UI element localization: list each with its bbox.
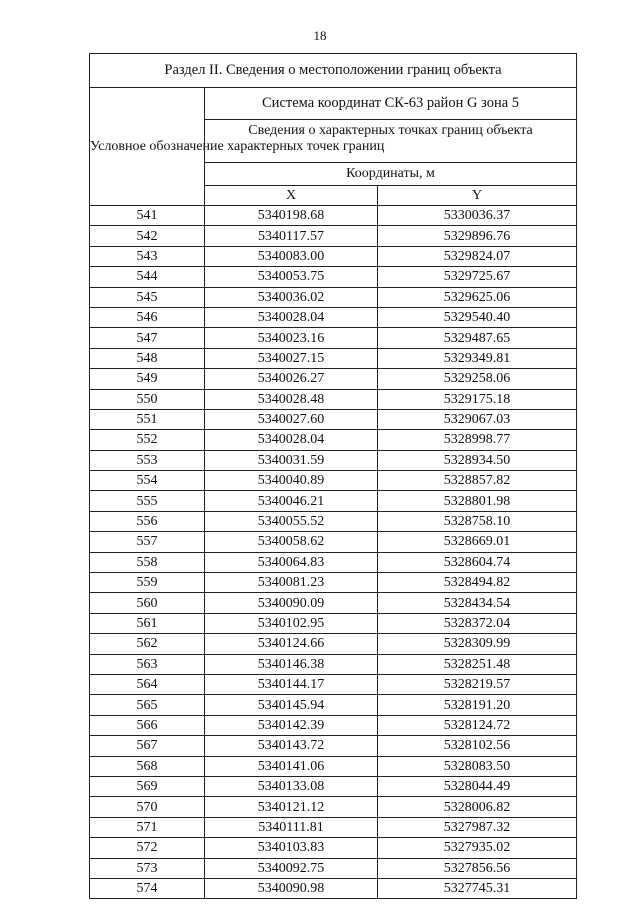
y-coordinate-cell: 5329824.07 xyxy=(378,246,577,266)
x-coordinate-cell: 5340028.48 xyxy=(205,389,378,409)
coord-system-header: Система координат СК-63 район G зона 5 xyxy=(205,88,577,120)
point-number-cell: 566 xyxy=(90,715,205,735)
y-coordinate-cell: 5329487.65 xyxy=(378,328,577,348)
y-coordinate-cell: 5328124.72 xyxy=(378,715,577,735)
table-row xyxy=(90,634,577,654)
point-number-cell: 552 xyxy=(90,430,205,450)
y-coordinate-cell: 5328309.99 xyxy=(378,634,577,654)
y-coordinate-cell: 5328604.74 xyxy=(378,552,577,572)
point-number-cell: 568 xyxy=(90,756,205,776)
point-number-cell: 571 xyxy=(90,817,205,837)
y-coordinate-cell: 5328372.04 xyxy=(378,613,577,633)
x-coordinate-cell: 5340083.00 xyxy=(205,246,378,266)
point-label-header: Условное обозначение характерных точек границ xyxy=(90,88,205,206)
table-row xyxy=(90,511,577,531)
table-row xyxy=(90,491,577,511)
y-coordinate-cell: 5328044.49 xyxy=(378,776,577,796)
table-row xyxy=(90,328,577,348)
point-number-cell: 545 xyxy=(90,287,205,307)
point-number-cell: 563 xyxy=(90,654,205,674)
y-coordinate-cell: 5328434.54 xyxy=(378,593,577,613)
x-coordinate-cell: 5340124.66 xyxy=(205,634,378,654)
y-coordinate-cell: 5328219.57 xyxy=(378,674,577,694)
coords-header: Координаты, м xyxy=(205,163,577,186)
y-column-header: Y xyxy=(378,186,577,206)
y-coordinate-cell: 5328857.82 xyxy=(378,471,577,491)
x-coordinate-cell: 5340103.83 xyxy=(205,838,378,858)
table-row xyxy=(90,267,577,287)
x-coordinate-cell: 5340092.75 xyxy=(205,858,378,878)
x-coordinate-cell: 5340090.09 xyxy=(205,593,378,613)
table-row xyxy=(90,532,577,552)
x-coordinate-cell: 5340053.75 xyxy=(205,267,378,287)
x-coordinate-cell: 5340111.81 xyxy=(205,817,378,837)
point-number-cell: 547 xyxy=(90,328,205,348)
point-number-cell: 556 xyxy=(90,511,205,531)
y-coordinate-cell: 5328998.77 xyxy=(378,430,577,450)
table-row xyxy=(90,348,577,368)
y-coordinate-cell: 5328083.50 xyxy=(378,756,577,776)
x-coordinate-cell: 5340146.38 xyxy=(205,654,378,674)
x-coordinate-cell: 5340081.23 xyxy=(205,573,378,593)
point-number-cell: 555 xyxy=(90,491,205,511)
x-coordinate-cell: 5340027.15 xyxy=(205,348,378,368)
point-number-cell: 557 xyxy=(90,532,205,552)
table-row xyxy=(90,226,577,246)
y-coordinate-cell: 5328801.98 xyxy=(378,491,577,511)
table-row xyxy=(90,471,577,491)
table-row xyxy=(90,613,577,633)
y-coordinate-cell: 5329725.67 xyxy=(378,267,577,287)
point-number-cell: 543 xyxy=(90,246,205,266)
point-number-cell: 541 xyxy=(90,206,205,226)
x-coordinate-cell: 5340040.89 xyxy=(205,471,378,491)
point-number-cell: 570 xyxy=(90,797,205,817)
y-coordinate-cell: 5329175.18 xyxy=(378,389,577,409)
point-number-cell: 544 xyxy=(90,267,205,287)
points-info-header: Сведения о характерных точках границ объекта xyxy=(205,120,577,163)
x-coordinate-cell: 5340145.94 xyxy=(205,695,378,715)
x-coordinate-cell: 5340064.83 xyxy=(205,552,378,572)
point-number-cell: 549 xyxy=(90,369,205,389)
x-coordinate-cell: 5340102.95 xyxy=(205,613,378,633)
table-row xyxy=(90,409,577,429)
table-row xyxy=(90,389,577,409)
x-coordinate-cell: 5340143.72 xyxy=(205,736,378,756)
table-row xyxy=(90,776,577,796)
point-number-cell: 559 xyxy=(90,573,205,593)
table-row xyxy=(90,206,577,226)
x-coordinate-cell: 5340198.68 xyxy=(205,206,378,226)
table-row xyxy=(90,756,577,776)
table-row xyxy=(90,552,577,572)
table-row xyxy=(90,246,577,266)
y-coordinate-cell: 5329067.03 xyxy=(378,409,577,429)
section-title: Раздел II. Сведения о местоположении границ объекта xyxy=(90,54,577,88)
point-number-cell: 564 xyxy=(90,674,205,694)
table-row xyxy=(90,674,577,694)
x-coordinate-cell: 5340028.04 xyxy=(205,307,378,327)
y-coordinate-cell: 5328006.82 xyxy=(378,797,577,817)
table-row xyxy=(90,654,577,674)
x-coordinate-cell: 5340036.02 xyxy=(205,287,378,307)
table-row xyxy=(90,695,577,715)
table-row xyxy=(90,858,577,878)
page-number: 18 xyxy=(313,28,327,43)
table-row xyxy=(90,369,577,389)
point-number-cell: 560 xyxy=(90,593,205,613)
table-row xyxy=(90,838,577,858)
boundary-points-table xyxy=(89,53,577,899)
y-coordinate-cell: 5329625.06 xyxy=(378,287,577,307)
point-number-cell: 574 xyxy=(90,878,205,898)
y-coordinate-cell: 5327935.02 xyxy=(378,838,577,858)
x-coordinate-cell: 5340144.17 xyxy=(205,674,378,694)
point-number-cell: 558 xyxy=(90,552,205,572)
point-number-cell: 562 xyxy=(90,634,205,654)
y-coordinate-cell: 5329258.06 xyxy=(378,369,577,389)
table-row xyxy=(90,797,577,817)
table-row xyxy=(90,307,577,327)
y-coordinate-cell: 5328102.56 xyxy=(378,736,577,756)
y-coordinate-cell: 5329540.40 xyxy=(378,307,577,327)
point-number-cell: 550 xyxy=(90,389,205,409)
y-coordinate-cell: 5327856.56 xyxy=(378,858,577,878)
x-coordinate-cell: 5340117.57 xyxy=(205,226,378,246)
x-coordinate-cell: 5340142.39 xyxy=(205,715,378,735)
point-number-cell: 553 xyxy=(90,450,205,470)
x-coordinate-cell: 5340023.16 xyxy=(205,328,378,348)
y-coordinate-cell: 5328669.01 xyxy=(378,532,577,552)
point-number-cell: 561 xyxy=(90,613,205,633)
point-number-cell: 565 xyxy=(90,695,205,715)
x-coordinate-cell: 5340028.04 xyxy=(205,430,378,450)
table-row xyxy=(90,593,577,613)
point-number-cell: 546 xyxy=(90,307,205,327)
x-coordinate-cell: 5340133.08 xyxy=(205,776,378,796)
point-number-cell: 573 xyxy=(90,858,205,878)
y-coordinate-cell: 5328191.20 xyxy=(378,695,577,715)
point-number-cell: 572 xyxy=(90,838,205,858)
y-coordinate-cell: 5328758.10 xyxy=(378,511,577,531)
y-coordinate-cell: 5328934.50 xyxy=(378,450,577,470)
table-row xyxy=(90,430,577,450)
table-row xyxy=(90,817,577,837)
point-number-cell: 554 xyxy=(90,471,205,491)
x-coordinate-cell: 5340026.27 xyxy=(205,369,378,389)
y-coordinate-cell: 5327987.32 xyxy=(378,817,577,837)
y-coordinate-cell: 5329349.81 xyxy=(378,348,577,368)
y-coordinate-cell: 5327745.31 xyxy=(378,878,577,898)
x-coordinate-cell: 5340055.52 xyxy=(205,511,378,531)
x-coordinate-cell: 5340046.21 xyxy=(205,491,378,511)
point-number-cell: 567 xyxy=(90,736,205,756)
point-number-cell: 569 xyxy=(90,776,205,796)
x-coordinate-cell: 5340027.60 xyxy=(205,409,378,429)
point-number-cell: 551 xyxy=(90,409,205,429)
y-coordinate-cell: 5330036.37 xyxy=(378,206,577,226)
x-column-header: X xyxy=(205,186,378,206)
x-coordinate-cell: 5340058.62 xyxy=(205,532,378,552)
point-number-cell: 548 xyxy=(90,348,205,368)
x-coordinate-cell: 5340031.59 xyxy=(205,450,378,470)
table-row xyxy=(90,715,577,735)
table-row xyxy=(90,450,577,470)
table-row xyxy=(90,287,577,307)
y-coordinate-cell: 5328251.48 xyxy=(378,654,577,674)
table-row xyxy=(90,736,577,756)
table-row xyxy=(90,573,577,593)
y-coordinate-cell: 5329896.76 xyxy=(378,226,577,246)
x-coordinate-cell: 5340141.06 xyxy=(205,756,378,776)
point-number-cell: 542 xyxy=(90,226,205,246)
x-coordinate-cell: 5340121.12 xyxy=(205,797,378,817)
table-row xyxy=(90,878,577,898)
y-coordinate-cell: 5328494.82 xyxy=(378,573,577,593)
x-coordinate-cell: 5340090.98 xyxy=(205,878,378,898)
